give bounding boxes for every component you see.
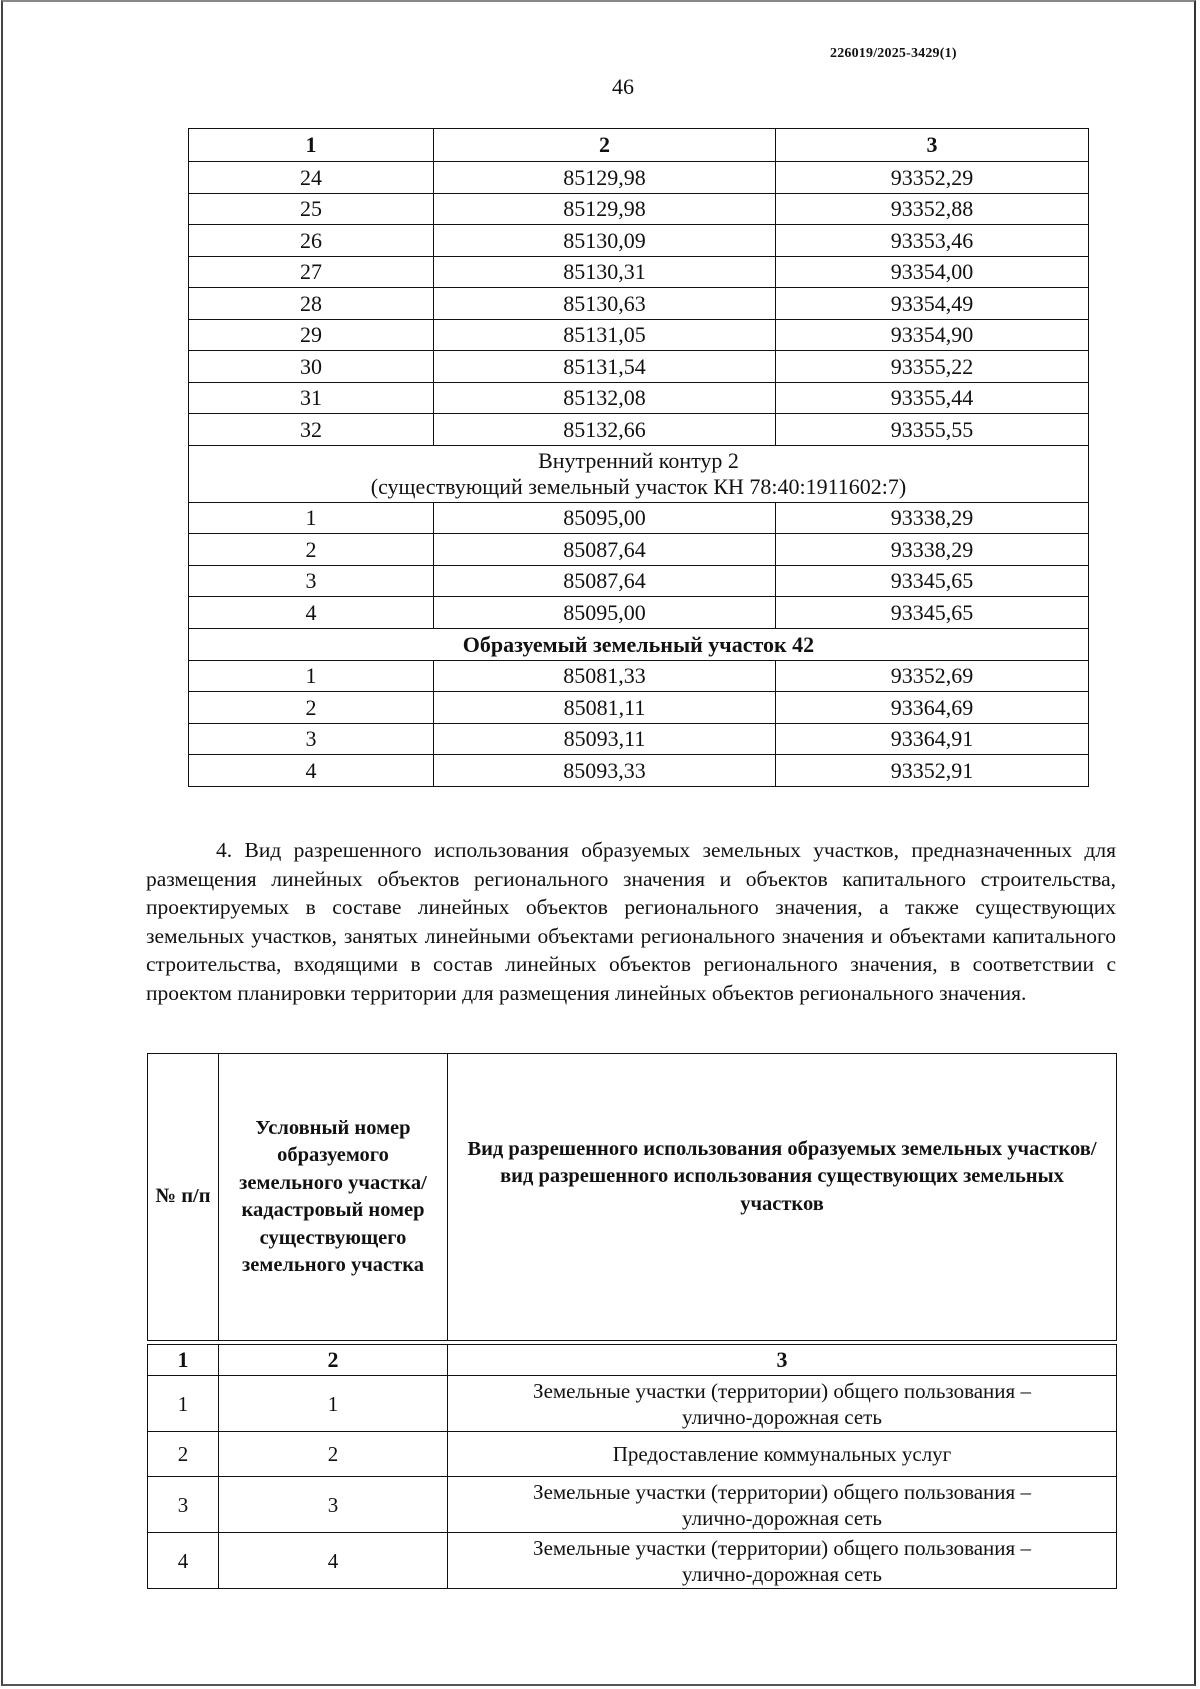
permitted-use-line: улично-дорожная сеть — [682, 1404, 882, 1429]
plot-number: 4 — [219, 1533, 448, 1589]
section-row-inner-contour — [189, 445, 1089, 502]
column-number-row — [148, 1345, 1117, 1376]
point-number: 3 — [189, 565, 434, 597]
y-coordinate: 93345,65 — [776, 597, 1089, 629]
table-row — [189, 755, 1089, 787]
column-header: 2 — [434, 129, 776, 162]
x-coordinate: 85129,98 — [434, 162, 776, 194]
y-coordinate: 93354,49 — [776, 288, 1089, 320]
y-coordinate: 93338,29 — [776, 534, 1089, 566]
column-header-number: № п/п — [148, 1054, 219, 1341]
x-coordinate: 85131,05 — [434, 319, 776, 351]
y-coordinate: 93338,29 — [776, 502, 1089, 534]
permitted-use — [448, 1432, 1117, 1477]
table-row — [189, 256, 1089, 288]
x-coordinate: 85087,64 — [434, 534, 776, 566]
point-number: 27 — [189, 256, 434, 288]
section-row-plot-42 — [189, 628, 1089, 660]
table-row — [148, 1533, 1117, 1589]
row-number: 4 — [148, 1533, 219, 1589]
permitted-use-line: улично-дорожная сеть — [682, 1505, 882, 1530]
permitted-use — [448, 1533, 1117, 1589]
plot-number: 2 — [219, 1432, 448, 1477]
permitted-use — [448, 1477, 1117, 1533]
permitted-use-table — [147, 1053, 1117, 1589]
section-title: Внутренний контур 2 — [538, 448, 739, 473]
table-row — [189, 723, 1089, 755]
row-number: 3 — [148, 1477, 219, 1533]
point-number: 2 — [189, 534, 434, 566]
x-coordinate: 85095,00 — [434, 597, 776, 629]
point-number: 1 — [189, 502, 434, 534]
column-number: 2 — [219, 1345, 448, 1376]
y-coordinate: 93352,29 — [776, 162, 1089, 194]
table-header-row — [189, 129, 1089, 162]
section-subtitle: (существующий земельный участок КН 78:40:1911602:7) — [370, 474, 907, 499]
y-coordinate: 93352,69 — [776, 660, 1089, 692]
x-coordinate: 85087,64 — [434, 565, 776, 597]
x-coordinate: 85093,33 — [434, 755, 776, 787]
row-number: 1 — [148, 1376, 219, 1432]
permitted-use-line: Земельные участки (территории) общего пользования – — [533, 1479, 1031, 1504]
x-coordinate: 85129,98 — [434, 193, 776, 225]
table-row — [189, 565, 1089, 597]
plot-number: 3 — [219, 1477, 448, 1533]
table-row — [189, 193, 1089, 225]
y-coordinate: 93364,69 — [776, 692, 1089, 724]
row-number: 2 — [148, 1432, 219, 1477]
point-number: 25 — [189, 193, 434, 225]
point-number: 4 — [189, 597, 434, 629]
y-coordinate: 93364,91 — [776, 723, 1089, 755]
permitted-use-line: Земельные участки (территории) общего пользования – — [533, 1535, 1031, 1560]
point-number: 24 — [189, 162, 434, 194]
table-row — [189, 351, 1089, 383]
table-header-row — [148, 1054, 1117, 1341]
y-coordinate: 93352,88 — [776, 193, 1089, 225]
x-coordinate: 85132,08 — [434, 382, 776, 414]
table-row — [148, 1477, 1117, 1533]
permitted-use-line: Предоставление коммунальных услуг — [612, 1442, 952, 1466]
section-heading: Образуемый земельный участок 42 — [189, 628, 1089, 660]
x-coordinate: 85130,31 — [434, 256, 776, 288]
column-header-plot-number: Условный номер образуемого земельного участка/ кадастровый номер существующего земельного участка — [219, 1054, 448, 1341]
table-row — [189, 692, 1089, 724]
x-coordinate: 85081,33 — [434, 660, 776, 692]
document-id: 226019/2025-3429(1) — [830, 46, 957, 61]
section-heading — [189, 445, 1089, 502]
table-row — [189, 597, 1089, 629]
point-number: 32 — [189, 414, 434, 446]
y-coordinate: 93355,55 — [776, 414, 1089, 446]
coordinates-table — [188, 128, 1089, 787]
table-row — [148, 1376, 1117, 1432]
column-number: 3 — [448, 1345, 1117, 1376]
table-row — [189, 288, 1089, 320]
table-row — [189, 225, 1089, 257]
column-number: 1 — [148, 1345, 219, 1376]
y-coordinate: 93355,22 — [776, 351, 1089, 383]
plot-number: 1 — [219, 1376, 448, 1432]
x-coordinate: 85093,11 — [434, 723, 776, 755]
y-coordinate: 93354,90 — [776, 319, 1089, 351]
x-coordinate: 85130,09 — [434, 225, 776, 257]
point-number: 3 — [189, 723, 434, 755]
point-number: 26 — [189, 225, 434, 257]
page-number: 46 — [612, 74, 634, 99]
point-number: 4 — [189, 755, 434, 787]
table-row — [189, 414, 1089, 446]
x-coordinate: 85132,66 — [434, 414, 776, 446]
y-coordinate: 93345,65 — [776, 565, 1089, 597]
table-row — [189, 382, 1089, 414]
point-number: 29 — [189, 319, 434, 351]
column-header: 1 — [189, 129, 434, 162]
point-number: 2 — [189, 692, 434, 724]
permitted-use-line: улично-дорожная сеть — [682, 1561, 882, 1586]
column-header-permitted-use: Вид разрешенного использования образуемых земельных участков/ вид разрешенного использования существующих земельных участков — [448, 1054, 1117, 1341]
paragraph-text: 4. Вид разрешенного использования образуемых земельных участков, предназначенных для размещения линейных объектов регионального значения и объектов капитального строительства, проектируемых в составе линейных объектов регионального значения, а также существующих земельных участков, занятых линейными объектами регионального значения и объектами капитального строительства, входящими в состав линейных объектов регионального значения, в соответствии с проектом планировки территории для размещения линейных объектов регионального значения. — [146, 838, 1116, 1005]
x-coordinate: 85095,00 — [434, 502, 776, 534]
point-number: 31 — [189, 382, 434, 414]
table-row — [148, 1432, 1117, 1477]
table-row — [189, 162, 1089, 194]
point-number: 30 — [189, 351, 434, 383]
x-coordinate: 85130,63 — [434, 288, 776, 320]
point-number: 28 — [189, 288, 434, 320]
permitted-use — [448, 1376, 1117, 1432]
y-coordinate: 93355,44 — [776, 382, 1089, 414]
y-coordinate: 93353,46 — [776, 225, 1089, 257]
permitted-use-line: Земельные участки (территории) общего пользования – — [533, 1378, 1031, 1403]
point-number: 1 — [189, 660, 434, 692]
table-row — [189, 660, 1089, 692]
table-row — [189, 502, 1089, 534]
x-coordinate: 85081,11 — [434, 692, 776, 724]
table-row — [189, 319, 1089, 351]
column-header: 3 — [776, 129, 1089, 162]
x-coordinate: 85131,54 — [434, 351, 776, 383]
paragraph-section-4 — [146, 836, 1116, 1007]
y-coordinate: 93352,91 — [776, 755, 1089, 787]
table-row — [189, 534, 1089, 566]
y-coordinate: 93354,00 — [776, 256, 1089, 288]
